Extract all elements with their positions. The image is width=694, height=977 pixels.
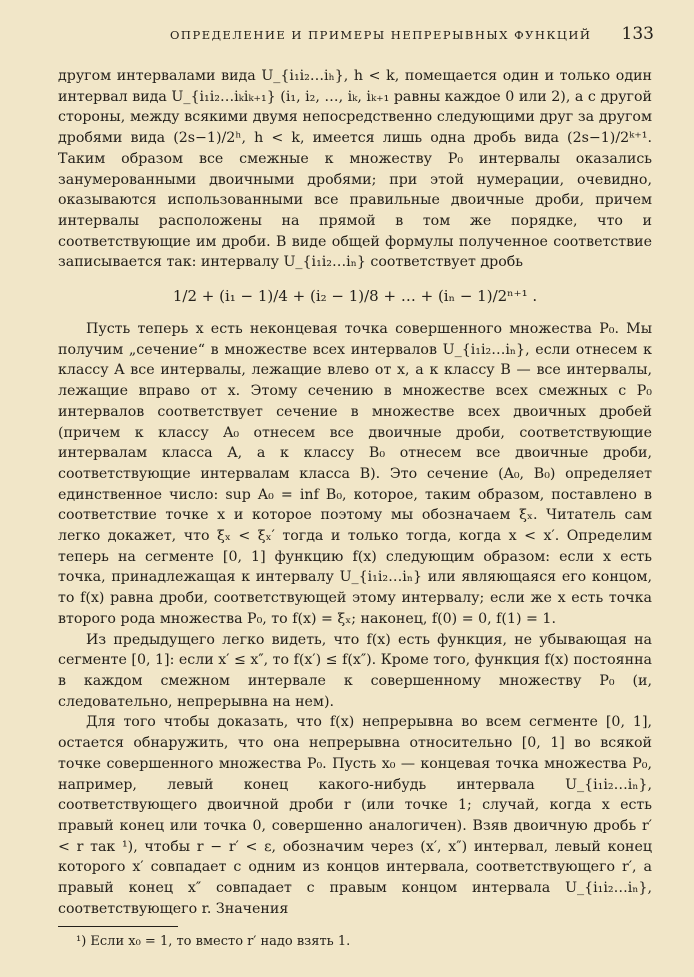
formula: 1/2 + (i₁ − 1)/4 + (i₂ − 1)/8 + … + (iₙ − 1)/2ⁿ⁺¹ .	[172, 287, 538, 306]
running-title: ОПРЕДЕЛЕНИЕ И ПРИМЕРЫ НЕПРЕРЫВНЫХ ФУНКЦИЙ	[170, 28, 592, 42]
footnote-divider	[58, 926, 178, 927]
running-header	[60, 24, 654, 46]
page-number: 133	[621, 24, 654, 44]
paragraph: Для того чтобы доказать, что f(x) непрерывна во всем сегменте [0, 1], остается обнаружить, что она непрерывна относительно [0, 1] во всякой точке совершенного множества P₀. Пусть x₀ — концевая точка множества P₀, например, левый конец какого-нибудь интервала U_{i₁i₂…iₙ}, соответствующего двоичной дроби r (или точке 1; случай, когда x есть правый конец или точка 0, совершенно аналогичен). Взяв двоичную дробь r′ < r так ¹), чтобы r − r′ < ε, обозначим через (x′, x″) интервал, левый конец которого x′ совпадает с одним из концов интервала, соответствующего r′, а правый конец x″ совпадает с правым концом интервала U_{i₁i₂…iₙ}, соответствующего r. Значения	[58, 714, 652, 917]
main-text	[58, 66, 652, 919]
footnote: ¹) Если x₀ = 1, то вместо r′ надо взять 1.	[76, 934, 351, 949]
paragraph: другом интервалами вида U_{i₁i₂…iₕ}, h < k, помещается один и только один интервал вида U_{i₁i₂…iₖiₖ₊₁} (i₁, i₂, …, iₖ, iₖ₊₁ равны каждое 0 или 2), а с другой стороны, между всякими двумя непосредственно следующими друг за другом дробями вида (2s−1)/2ʰ, h < k, имеется лишь одна дробь вида (2s−1)/2ᵏ⁺¹. Таким образом все смежные к множеству P₀ интервалы оказались занумерованными двоичными дробями; при этой нумерации, очевидно, оказываются использованными все правильные двоичные дроби, причем интервалы расположены на прямой в том же порядке, что и соответствующие им дроби. В виде общей формулы полученное соответствие записывается так: интервалу U_{i₁i₂…iₙ} соответствует дробь	[58, 68, 652, 271]
paragraph: Из предыдущего легко видеть, что f(x) есть функция, не убывающая на сегменте [0, 1]: если x′ ≤ x″, то f(x′) ≤ f(x″). Кроме того, функция f(x) постоянна в каждом смежном интервале к совершенному множеству P₀ (и, следовательно, непрерывна на нем).	[58, 631, 652, 710]
paragraph: Пусть теперь x есть неконцевая точка совершенного множества P₀. Мы получим „сечение“ в множестве всех интервалов U_{i₁i₂…iₙ}, если отнесем к классу A все интервалы, лежащие влево от x, а к классу B — все интервалы, лежащие вправо от x. Этому сечению в множестве всех смежных с P₀ интервалов соответствует сечение в множестве всех двоичных дробей (причем к классу A₀ отнесем все двоичные дроби, соответствующие интервалам класса A, а к классу B₀ отнесем все двоичные дроби, соответствующие интервалам класса B). Это сечение (A₀, B₀) определяет единственное число: sup A₀ = inf B₀, которое, таким образом, поставлено в соответствие точке x и которое поэтому мы обозначаем ξₓ. Читатель сам легко докажет, что ξₓ < ξₓ′ тогда и только тогда, когда x < x′. Определим теперь на сегменте [0, 1] функцию f(x) следующим образом: если x есть точка, принадлежащая к интервалу U_{i₁i₂…iₙ} или являющаяся его концом, то f(x) равна дроби, соответствующей этому интервалу; если же x есть точка второго рода множества P₀, то f(x) = ξₓ; наконец, f(0) = 0, f(1) = 1.	[58, 321, 652, 627]
